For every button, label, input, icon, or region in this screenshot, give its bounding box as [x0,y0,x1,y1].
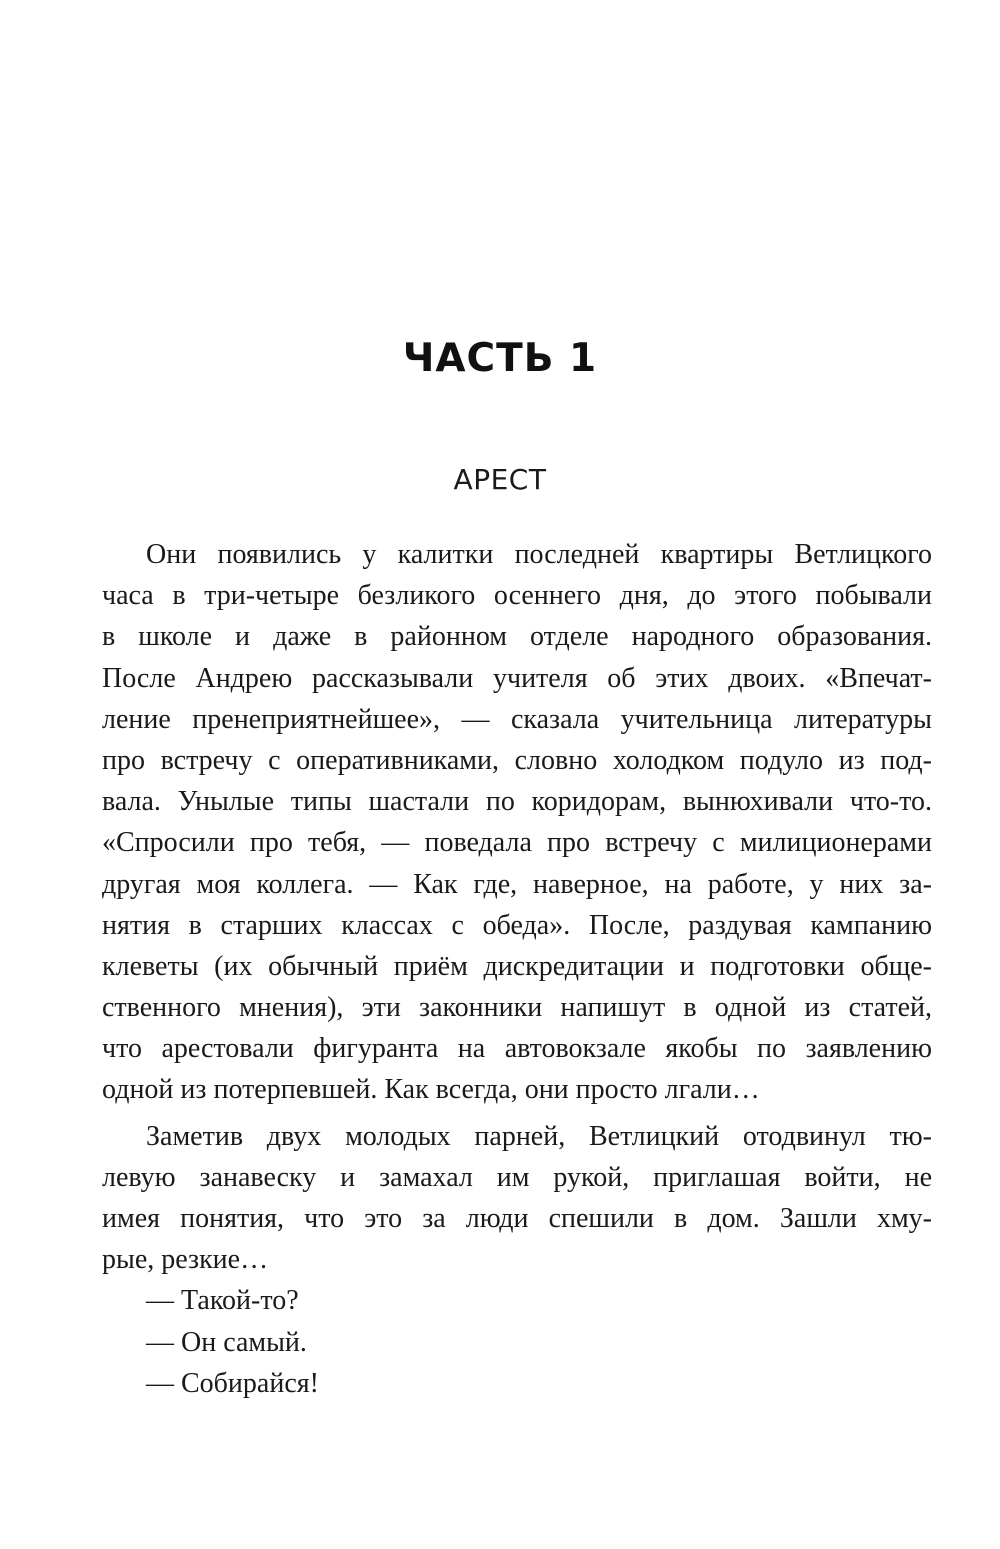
text-line: нятия в старших классах с обеда». После, раздувая кампанию [102,909,932,941]
chapter-title: АРЕСТ [453,463,547,496]
text-line: ственного мнения), эти законники напишут в одной из статей, [102,992,932,1024]
text-line: что арестовали фигуранта на автовокзале якобы по заявлению [102,1033,932,1065]
text-line: Заметив двух молодых парней, Ветлицкий отодвинул тю- [146,1120,932,1152]
text-line: «Спросили про тебя, — поведала про встречу с милиционерами [102,827,932,859]
text-line: рые, резкие… [102,1244,269,1276]
text-line: Они появились у калитки последней квартиры Ветлицкого [146,539,932,570]
text-line: одной из потерпевшей. Как всегда, они просто лгали… [102,1074,760,1106]
paragraph-2 [102,1116,932,1281]
text-line: другая моя коллега. — Как где, наверное, на работе, у них за- [102,868,932,900]
body-text [102,534,932,1404]
text-line: в школе и даже в районном отделе народного образования. [102,621,932,653]
dialogue [102,1280,932,1404]
text-line: После Андрею рассказывали учителя об этих двоих. «Впечат- [102,662,932,694]
text-line: про встречу с оперативниками, словно холодком подуло из под- [102,744,932,776]
part-title: ЧАСТЬ 1 [402,336,598,381]
text-line: имея понятия, что это за люди спешили в дом. Зашли хму- [102,1203,932,1234]
paragraph-1 [102,534,932,1111]
text-line: ление пренеприятнейшее», — сказала учительница литературы [102,703,932,735]
dialogue-line: — Собирайся! [146,1367,319,1399]
dialogue-line: — Такой-то? [146,1285,299,1317]
text-line: клеветы (их обычный приём дискредитации и подготовки обще- [102,950,932,982]
text-line: левую занавеску и замахал им рукой, приглашая войти, не [102,1161,932,1193]
dialogue-line: — Он самый. [146,1326,307,1358]
text-line: часа в три-четыре безликого осеннего дня, до этого побывали [102,580,932,612]
text-line: вала. Унылые типы шастали по коридорам, вынюхивали что-то. [102,786,932,818]
